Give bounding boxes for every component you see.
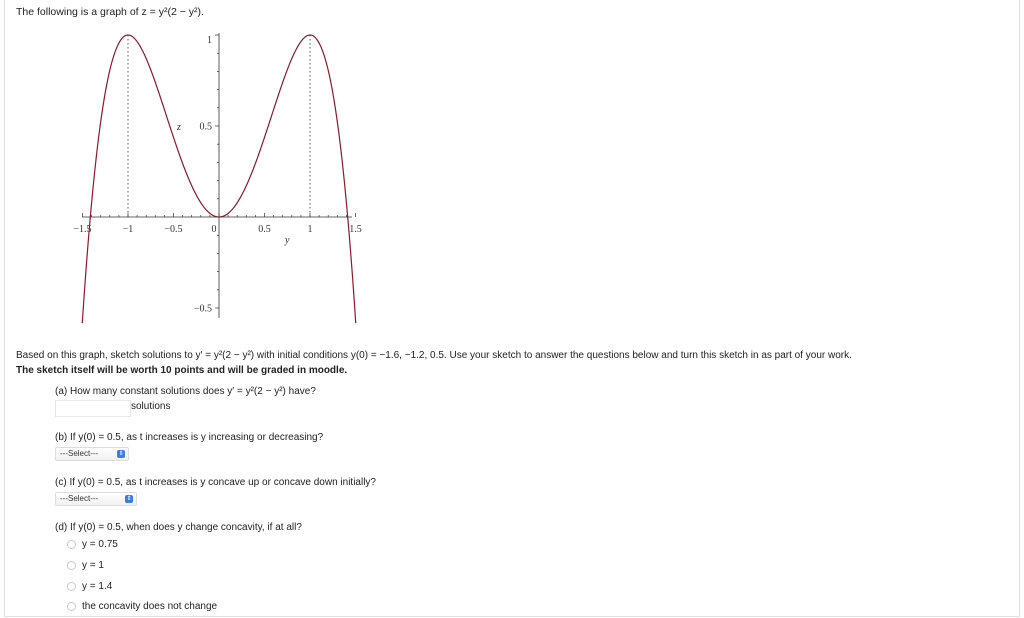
units-label: solutions <box>131 401 171 412</box>
option-label: the concavity does not change <box>82 601 218 612</box>
x-tick-label: −1 <box>122 224 134 235</box>
option-no-change[interactable] <box>67 601 217 612</box>
instructions-text: Based on this graph, sketch solutions to y′ = y²(2 − y²) with initial conditions y(0) = −1.6, −1.2, 0.5. Use your sketch to answer the questions below and turn this sketch in as part of your work. <box>16 350 852 361</box>
radio-button[interactable] <box>67 540 76 549</box>
ticks <box>73 35 361 315</box>
radio-button[interactable] <box>67 582 76 591</box>
chevron-updown-icon: ⇕ <box>126 496 132 502</box>
select-value: ---Select--- <box>60 494 99 503</box>
question-c: (c) If y(0) = 0.5, as t increases is y concave up or concave down initially? <box>55 477 376 488</box>
question-d: (d) If y(0) = 0.5, when does y change concavity, if at all? <box>55 522 302 533</box>
option-label: y = 1.4 <box>82 581 113 592</box>
concavity-select[interactable] <box>55 492 137 506</box>
select-value: ---Select--- <box>60 449 99 458</box>
option-y-0-75[interactable] <box>67 539 118 550</box>
question-b: (b) If y(0) = 0.5, as t increases is y increasing or decreasing? <box>55 432 324 443</box>
chevron-updown-icon: ⇕ <box>118 451 124 457</box>
radio-button[interactable] <box>67 602 76 611</box>
x-tick-label: 1.5 <box>349 224 362 235</box>
option-y-1-4[interactable] <box>67 581 112 592</box>
constant-solutions-input[interactable] <box>55 400 131 417</box>
intro-text: The following is a graph of z = y²(2 − y²). <box>16 6 204 18</box>
y-tick-label: 1 <box>207 35 212 46</box>
x-tick-label: 0 <box>211 224 217 235</box>
radio-button[interactable] <box>67 561 76 570</box>
increasing-decreasing-select[interactable] <box>55 447 129 461</box>
function-graph <box>60 28 380 323</box>
question-a: (a) How many constant solutions does y′ = y²(2 − y²) have? <box>55 386 316 397</box>
option-label: y = 1 <box>82 560 104 571</box>
x-tick-label: −0.5 <box>164 224 183 235</box>
grading-note: The sketch itself will be worth 10 points and will be graded in moodle. <box>16 365 348 376</box>
axes <box>82 33 352 318</box>
x-tick-label: 1 <box>307 224 313 235</box>
option-label: y = 0.75 <box>82 539 118 550</box>
y-axis-label: y <box>285 235 290 246</box>
option-y-1[interactable] <box>67 560 104 571</box>
x-tick-label: 0.5 <box>258 224 271 235</box>
y-tick-label: 0.5 <box>199 121 212 133</box>
x-tick-label: −1.5 <box>73 224 92 235</box>
z-axis-label: z <box>177 122 181 133</box>
y-tick-label: −0.5 <box>193 303 212 315</box>
